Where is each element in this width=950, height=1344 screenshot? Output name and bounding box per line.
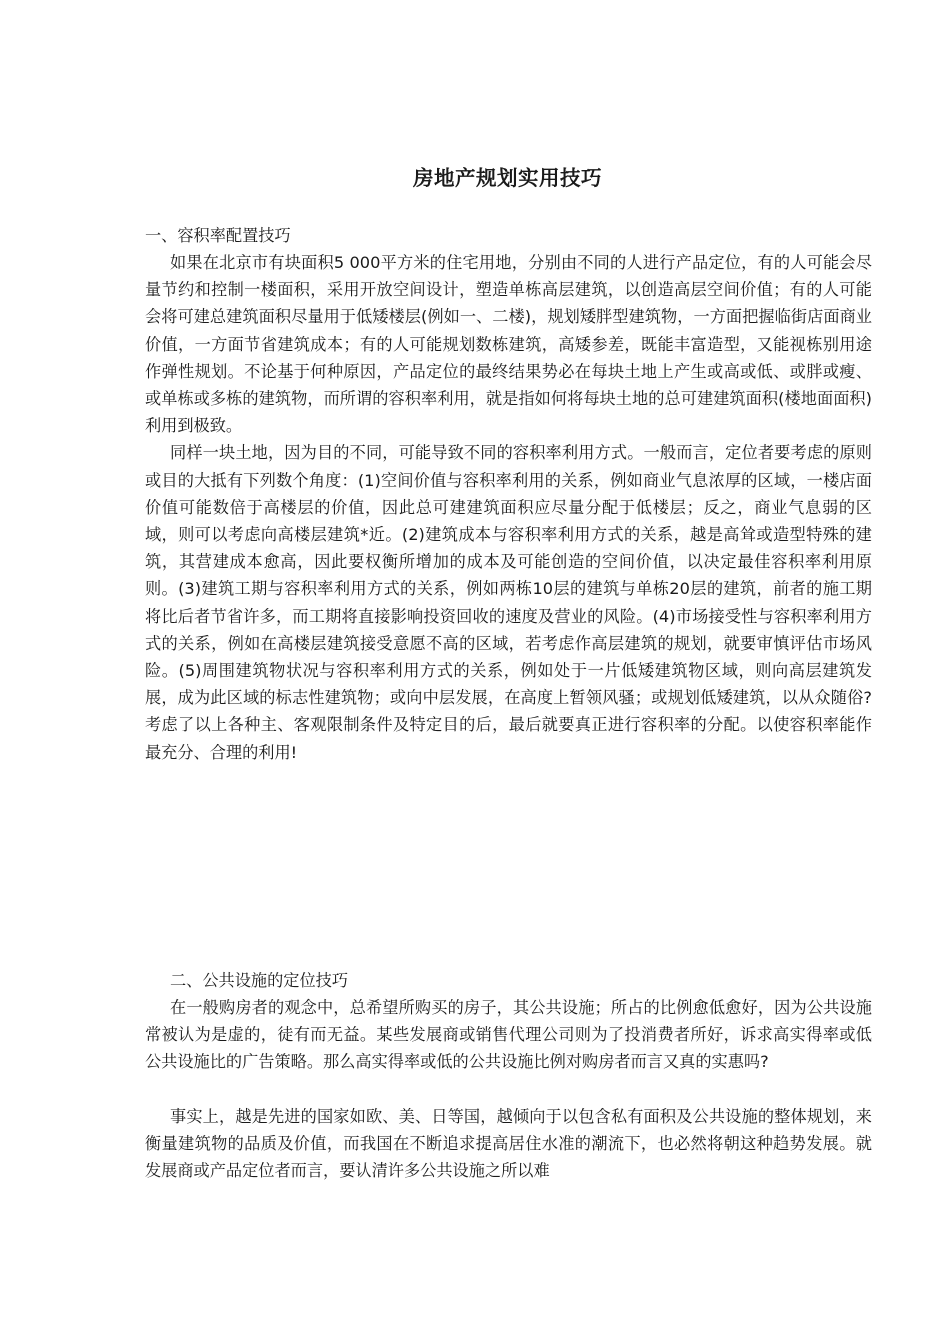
document-title: 房地产规划实用技巧 — [413, 166, 602, 190]
section-body-plot-ratio — [145, 249, 872, 766]
paragraph-public-facilities-perception: 在一般购房者的观念中，总希望所购买的房子，其公共设施；所占的比例愈低愈好，因为公共设施常被认为是虚的，徒有而无益。某些发展商或销售代理公司则为了投消费者所好，诉求高实得率或低公共设施比的广告策略。那么高实得率或低的公共设施比例对购房者而言又真的实惠吗? — [145, 998, 872, 1072]
section-body-public-facilities — [145, 994, 872, 1184]
paragraph-plot-ratio-positioning: 如果在北京市有块面积5 000平方米的住宅用地，分别由不同的人进行产品定位，有的人可能会尽量节约和控制一楼面积，采用开放空间设计，塑造单栋高层建筑，以创造高层空间价值；有的人可能会将可建总建筑面积尽量用于低矮楼层(例如一、二楼)，规划矮胖型建筑物，一方面把握临街店面商业价值，一方面节省建筑成本；有的人可能规划数栋建筑，高矮参差，既能丰富造型，又能视栋别用途作弹性规划。不论基于何种原因，产品定位的最终结果势必在每块土地上产生或高或低、或胖或瘦、或单栋或多栋的建筑物，而所谓的容积率利用，就是指如何将每块土地的总可建建筑面积(楼地面面积)利用到极致。 — [145, 253, 872, 436]
section-heading-plot-ratio: 一、容积率配置技巧 — [145, 226, 291, 245]
paragraph-plot-ratio-principles: 同样一块土地，因为目的不同，可能导致不同的容积率利用方式。一般而言，定位者要考虑的原则或目的大抵有下列数个角度：(1)空间价值与容积率利用的关系，例如商业气息浓厚的区域，一楼店面价值可能数倍于高楼层的价值，因此总可建建筑面积应尽量分配于低楼层；反之，商业气息弱的区域，则可以考虑向高楼层建筑*近。(2)建筑成本与容积率利用方式的关系，越是高耸或造型特殊的建筑，其营建成本愈高，因此要权衡所增加的成本及可能创造的空间价值，以决定最佳容积率利用原则。(3)建筑工期与容积率利用方式的关系，例如两栋10层的建筑与单栋20层的建筑，前者的施工期将比后者节省许多，而工期将直接影响投资回收的速度及营业的风险。(4)市场接受性与容积率利用方式的关系，例如在高楼层建筑接受意愿不高的区域，若考虑作高层建筑的规划，就要审慎评估市场风险。(5)周围建筑物状况与容积率利用方式的关系，例如处于一片低矮建筑物区域，则向高层建筑发展，成为此区域的标志性建筑物；或向中层发展，在高度上暂领风骚；或规划低矮建筑，以从众随俗?考虑了以上各种主、客观限制条件及特定目的后，最后就要真正进行容积率的分配。以使容积率能作最充分、合理的利用! — [145, 443, 872, 762]
paragraph-public-facilities-trend: 事实上，越是先进的国家如欧、美、日等国，越倾向于以包含私有面积及公共设施的整体规划，来衡量建筑物的品质及价值，而我国在不断追求提高居住水准的潮流下，也必然将朝这种趋势发展。就发展商或产品定位者而言，要认清许多公共设施之所以难 — [145, 1106, 872, 1181]
section-heading-public-facilities: 二、公共设施的定位技巧 — [170, 971, 349, 990]
